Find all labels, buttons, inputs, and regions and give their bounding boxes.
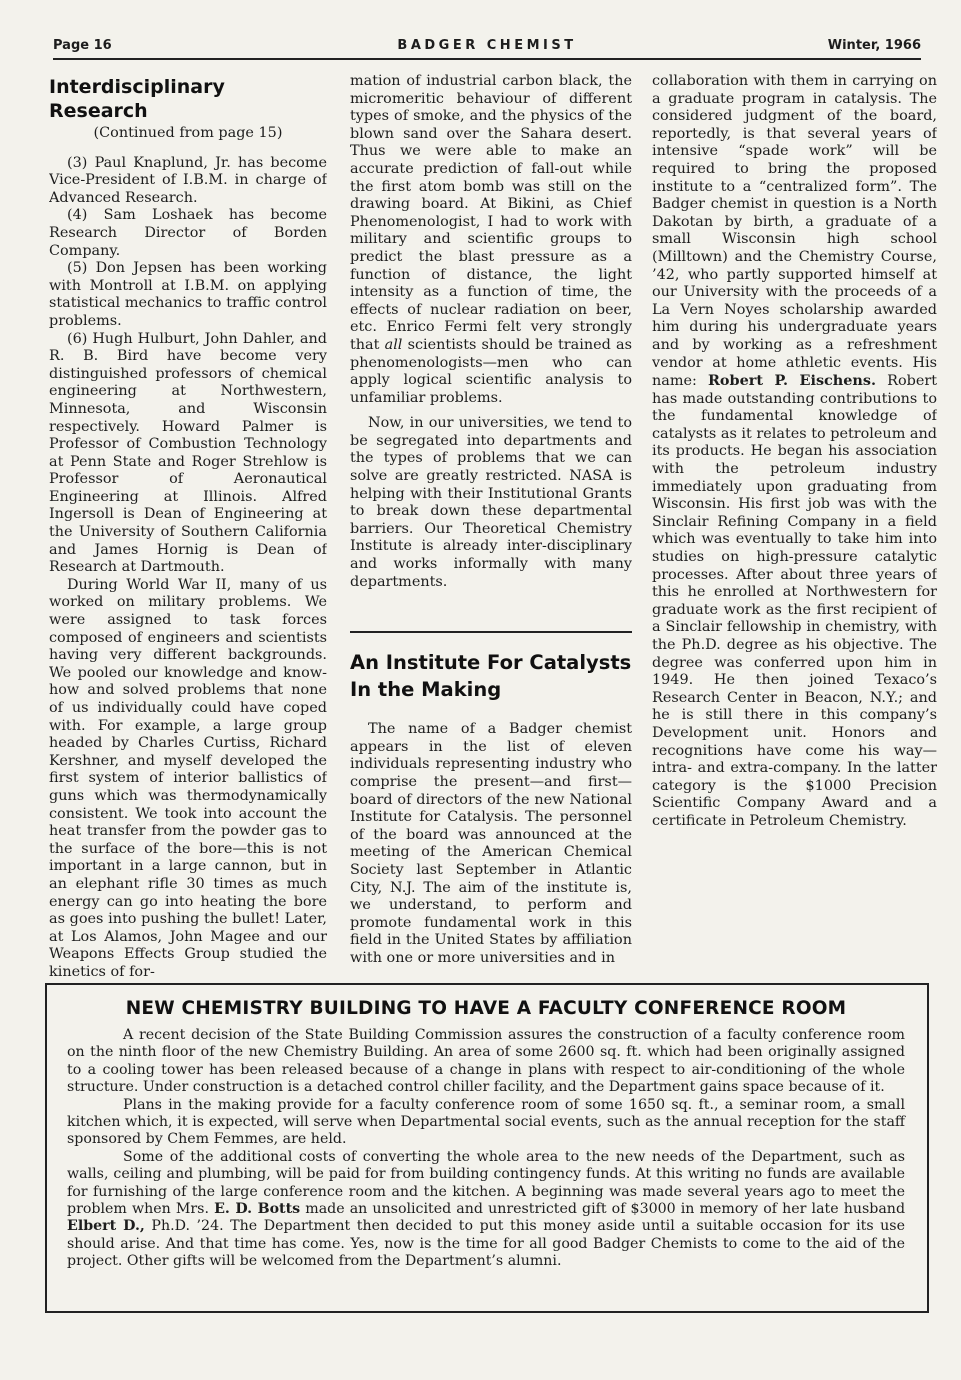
paragraph: (3) Paul Knaplund, Jr. has become Vice-President of I.B.M. in charge of Advanced Research. <box>49 154 327 206</box>
section-divider <box>350 631 632 633</box>
column-3 <box>652 73 937 978</box>
column-2 <box>350 73 632 978</box>
box-headline: NEW CHEMISTRY BUILDING TO HAVE A FACULTY CONFERENCE ROOM <box>125 998 847 1019</box>
news-box <box>45 983 929 1313</box>
italic-emphasis: all <box>384 336 403 353</box>
paragraph: (6) Hugh Hulburt, John Dahler, and R. B. Bird have become very distinguished professors of chemical engineering at Northwestern, Minnesota, and Wisconsin respectively. Howard Palmer is Professor of Combustion Technology at Penn State and Roger Strehlow is Professor of Aeronautical Engineering at Illinois. Alfred Ingersoll is Dean of Engineering at the University of Southern California and James Hornig is Dean of Research at Dartmouth. <box>49 330 327 576</box>
paragraph-continued: collaboration with them in carrying on a graduate program in catalysis. The considered judgment of the board, reportedly, is that several years of intensive “spade work” will be required to bring the proposed institute to a “centralized form”. The Badger chemist in question is a North Dakotan by birth, a graduate of a small Wisconsin high school (Milltown) and the Chemistry Course, ’42, who partly supported himself at our University with the proceeds of a La Vern Noyes scholarship awarded him during his undergraduate years and by working as a refreshment vendor at home athletic events. His name: Robert P. Eischens. Robert has made outstanding contributions to the fundamental knowledge of catalysts as it relates to petroleum and its products. He began his association with the petroleum industry immediately upon graduating from Wisconsin. His first job was with the Sinclair Refining Company in a field which was eventually to take him into studies on high-pressure catalytic processes. After about three years of this he enrolled at Northwestern for graduate work as the first recipient of a Sinclair fellowship in chemistry, with the Ph.D. degree as his objective. The degree was conferred upon him in 1949. He then joined Texaco’s Research Center in Beacon, N.Y.; and he is still there in this company’s Development unit. Honors and recognitions have come his way—intra- and extra-company. In the latter category is the $1000 Precision Scientific Company Award and a certificate in Petroleum Chemistry. <box>652 73 937 829</box>
page-number: Page 16 <box>53 38 112 53</box>
continued-note: (Continued from page 15) <box>93 125 283 141</box>
page-header <box>53 36 921 60</box>
box-body <box>67 1027 905 1271</box>
paragraph: (5) Don Jepsen has been working with Montroll at I.B.M. on applying statistical mechanics to traffic control problems. <box>49 260 327 329</box>
paragraph: Now, in our universities, we tend to be segregated into departments and the types of problems that we can solve are greatly restricted. NASA is helping with their Institutional Grants to break down these departmental barriers. Our Theoretical Chemistry Institute is already inter-disciplinary and works informally with many departments. <box>350 415 632 590</box>
article-title-catalysts: An Institute For Catalysts In the Making <box>350 651 632 702</box>
column-1 <box>49 73 327 978</box>
issue-date: Winter, 1966 <box>827 38 921 53</box>
donor-name: E. D. Botts <box>214 1201 301 1218</box>
paragraph: Plans in the making provide for a faculty conference room of some 1650 sq. ft., a seminar room, a small kitchen which, it is expected, will serve when Departmental social events, such as the annual reception for the staff sponsored by Chem Femmes, are held. <box>67 1096 905 1148</box>
paragraph: (4) Sam Loshaek has become Research Director of Borden Company. <box>49 207 327 259</box>
publication-title: BADGER CHEMIST <box>397 38 577 53</box>
husband-name: Elbert D., <box>67 1218 145 1235</box>
person-name: Robert P. Eischens. <box>707 372 876 390</box>
paragraph: A recent decision of the State Building Commission assures the construction of a faculty conference room on the ninth floor of the new Chemistry Building. An area of some 2600 sq. ft. which had been originally assigned to a cooling tower has been released because of a change in plans with respect to air-conditioning of the whole structure. Under construction is a detached control chiller facility, and the Department gains space because of it. <box>67 1027 905 1096</box>
paragraph-continued: mation of industrial carbon black, the micromeritic behaviour of different types of smoke, and the physics of the blown sand over the Sahara desert. Thus we were able to make an accurate prediction of fall-out while the first atom bomb was still on the drawing board. At Bikini, as Chief Phenomenologist, I had to work with military and scientific groups to predict the blast pressure as a function of distance, the light intensity as a function of time, the effects of nuclear radiation on beer, etc. Enrico Fermi felt very strongly that all scientists should be trained as phenomenologists—men who can apply logical scientific analysis to unfamiliar problems. <box>350 73 632 406</box>
paragraph: During World War II, many of us worked on military problems. We were assigned to task forces composed of engineers and scientists having very different backgrounds. We pooled our knowledge and know-how and solved problems that none of us individually could have coped with. For example, a large group headed by Charles Curtiss, Richard Kershner, and myself developed the first system of interior ballistics of guns which was thermodynamically consistent. We took into account the heat transfer from the powder gas to the surface of the bore—this is not important in a large cannon, but in an elephant rifle 30 times as much energy can go into heating the bore as goes into pushing the bullet! Later, at Los Alamos, John Magee and our Weapons Effects Group studied the kinetics of for- <box>49 576 327 978</box>
article-title-interdisciplinary: Interdisciplinary Research <box>49 76 225 122</box>
paragraph: The name of a Badger chemist appears in the list of eleven individuals representing industry who comprise the present—and first—board of directors of the new National Institute for Catalysis. The personnel of the board was announced at the meeting of the American Chemical Society last September in Atlantic City, N.J. The aim of the institute is, we understand, to perform and promote fundamental work in this field in the United States by affiliation with one or more universities and in <box>350 721 632 966</box>
paragraph: Some of the additional costs of converting the whole area to the new needs of the Department, such as walls, ceiling and plumbing, will be paid for from building contingency funds. At this writing no funds are available for furnishing of the large conference room and the kitchen. A beginning was made several years ago to meet the problem when Mrs. E. D. Botts made an unsolicited and unrestricted gift of $3000 in memory of her late husband Elbert D., Ph.D. ’24. The Department then decided to put this money aside until a suitable occasion for its use should arise. And that time has come. Yes, now is the time for all good Badger Chemists to come to the aid of the project. Other gifts will be welcomed from the Department’s alumni. <box>67 1148 906 1270</box>
